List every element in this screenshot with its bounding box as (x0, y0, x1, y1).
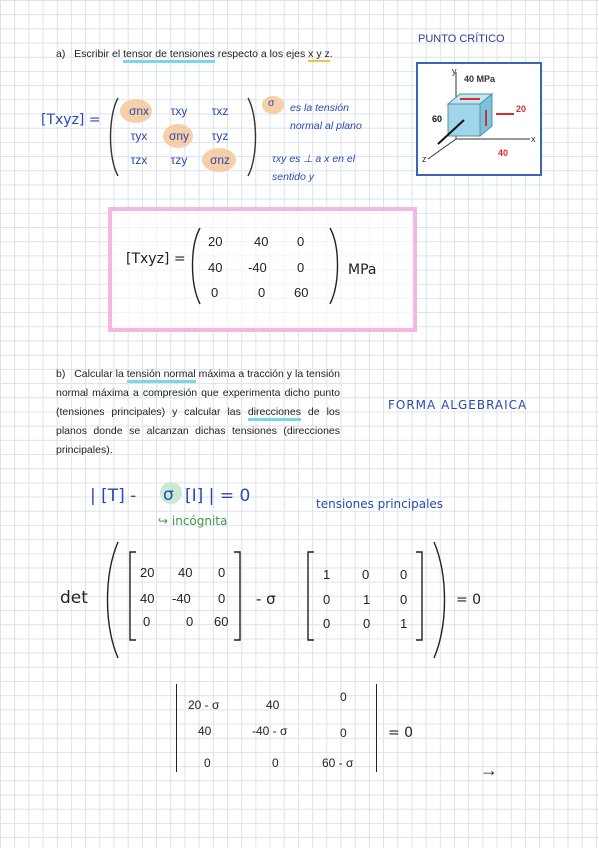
critical-point-diagram (416, 62, 542, 176)
det3-cell: 40 (266, 698, 280, 712)
tensor-cell: σnx (128, 104, 150, 118)
tensor-symbol-1: [Txyz] = (41, 112, 101, 128)
label-left: 60 (432, 114, 443, 124)
method-title: FORMA ALGEBRAICA (388, 398, 528, 412)
normal-stress-note: es la tensión normal al plano (290, 102, 362, 132)
label-right-top: 20 (516, 104, 527, 114)
det3-cell: 0 (204, 756, 211, 770)
stress-cube-figure (418, 64, 540, 174)
item-b-text-3: de los planos donde se alcanzan dichas tensiones (direcciones principales). (56, 406, 341, 456)
equals-zero-2: = 0 (456, 592, 482, 608)
value-cell: 40 (208, 260, 223, 275)
item-b-text-2: máxima a tracción y la tensión normal máxima a compresión que experimenta dicho punto (tensiones principales) y calcular las (56, 368, 340, 418)
det3-cell: 0 (340, 726, 347, 740)
item-b-highlight-2: direcciones (248, 406, 301, 421)
sigma-symbol: σ (268, 97, 275, 109)
eq1-sigma: σ (163, 485, 174, 505)
label-top: 40 MPa (464, 74, 496, 84)
item-a-text-mid: respecto a los ejes (214, 48, 309, 60)
value-cell: 0 (258, 285, 266, 300)
value-cell: 0 (211, 285, 219, 300)
det-matrix-cell: 0 (186, 614, 194, 629)
value-cell: 0 (297, 260, 305, 275)
label-right-bottom: 40 (498, 148, 509, 158)
tensor-cell: σny (168, 129, 190, 143)
identity-cell: 1 (323, 567, 331, 582)
tensor-cell: τzy (170, 153, 188, 167)
value-cell: 40 (254, 234, 269, 249)
tensor-cell: σnz (209, 153, 231, 167)
det-matrix-cell: 0 (218, 591, 226, 606)
det-matrix-cell: -40 (172, 591, 191, 606)
det-matrix-cell: 0 (143, 614, 151, 629)
det3-cell: 20 - σ (188, 698, 220, 712)
principal-stresses-label: tensiones principales (316, 497, 444, 511)
det3-cell: 40 (198, 724, 212, 738)
value-cell: 20 (208, 234, 223, 249)
item-b-statement (56, 365, 340, 460)
item-b-text-1: Calcular la (74, 368, 127, 380)
unknown-note: ↪ incógnita (158, 514, 228, 528)
equals-zero-3: = 0 (388, 725, 414, 741)
identity-cell: 0 (400, 567, 408, 582)
tensor-cell: τxz (211, 104, 229, 118)
identity-cell: 0 (323, 592, 331, 607)
tensor-cell: τyx (130, 129, 148, 143)
det-matrix-cell: 40 (178, 565, 193, 580)
shear-stress-note: τxy es ⊥ a x en el sentido y (272, 153, 356, 183)
eq1-left: | [T] - (90, 486, 137, 506)
det3-cell: 60 - σ (322, 756, 354, 770)
tensor-symbol-2: [Txyz] = (126, 251, 186, 267)
item-b-highlight-1: tensión normal (127, 368, 196, 383)
unknown-note-text: incógnita (171, 514, 228, 528)
continue-arrow-icon: → (480, 760, 498, 780)
tensor-cell: τxy (170, 104, 188, 118)
item-a-text-before: Escribir el (74, 48, 124, 60)
item-a-highlight: tensor de tensiones (123, 48, 215, 63)
identity-cell: 1 (363, 592, 371, 607)
axis-x-label: x (531, 134, 536, 144)
det-label: det (60, 588, 88, 608)
det3-cell: 0 (272, 756, 279, 770)
identity-cell: 0 (363, 616, 371, 631)
det-bar-left (176, 684, 177, 772)
tensor-cell: τyz (211, 129, 229, 143)
identity-cell: 0 (323, 616, 331, 631)
item-a-marker: a) (56, 48, 66, 60)
axis-z-label: z (422, 154, 427, 164)
tensor-cell: τzx (130, 153, 148, 167)
item-a-axes: x y z (308, 48, 330, 60)
det3-cell: -40 - σ (252, 724, 288, 738)
det-matrix-cell: 60 (214, 614, 229, 629)
det-matrix-cell: 20 (140, 565, 155, 580)
unit-label: MPa (348, 262, 377, 278)
critical-point-title: PUNTO CRÍTICO (418, 33, 505, 45)
eq1-right: [I] | = 0 (185, 486, 251, 506)
item-a-statement (56, 48, 333, 60)
det-matrix-cell: 40 (140, 591, 155, 606)
value-cell: 0 (297, 234, 305, 249)
value-cell: -40 (248, 260, 267, 275)
identity-cell: 0 (362, 567, 370, 582)
det-matrix-cell: 0 (218, 565, 226, 580)
identity-cell: 0 (400, 592, 408, 607)
minus-sigma: - σ (256, 590, 276, 608)
det3-cell: 0 (340, 690, 347, 704)
item-b-marker: b) (56, 368, 66, 380)
value-cell: 60 (294, 285, 309, 300)
det-brackets (106, 540, 446, 660)
axis-y-label: y (452, 66, 457, 76)
item-a-text-end: . (329, 48, 333, 60)
identity-cell: 1 (400, 616, 408, 631)
det-bar-right (376, 684, 377, 772)
